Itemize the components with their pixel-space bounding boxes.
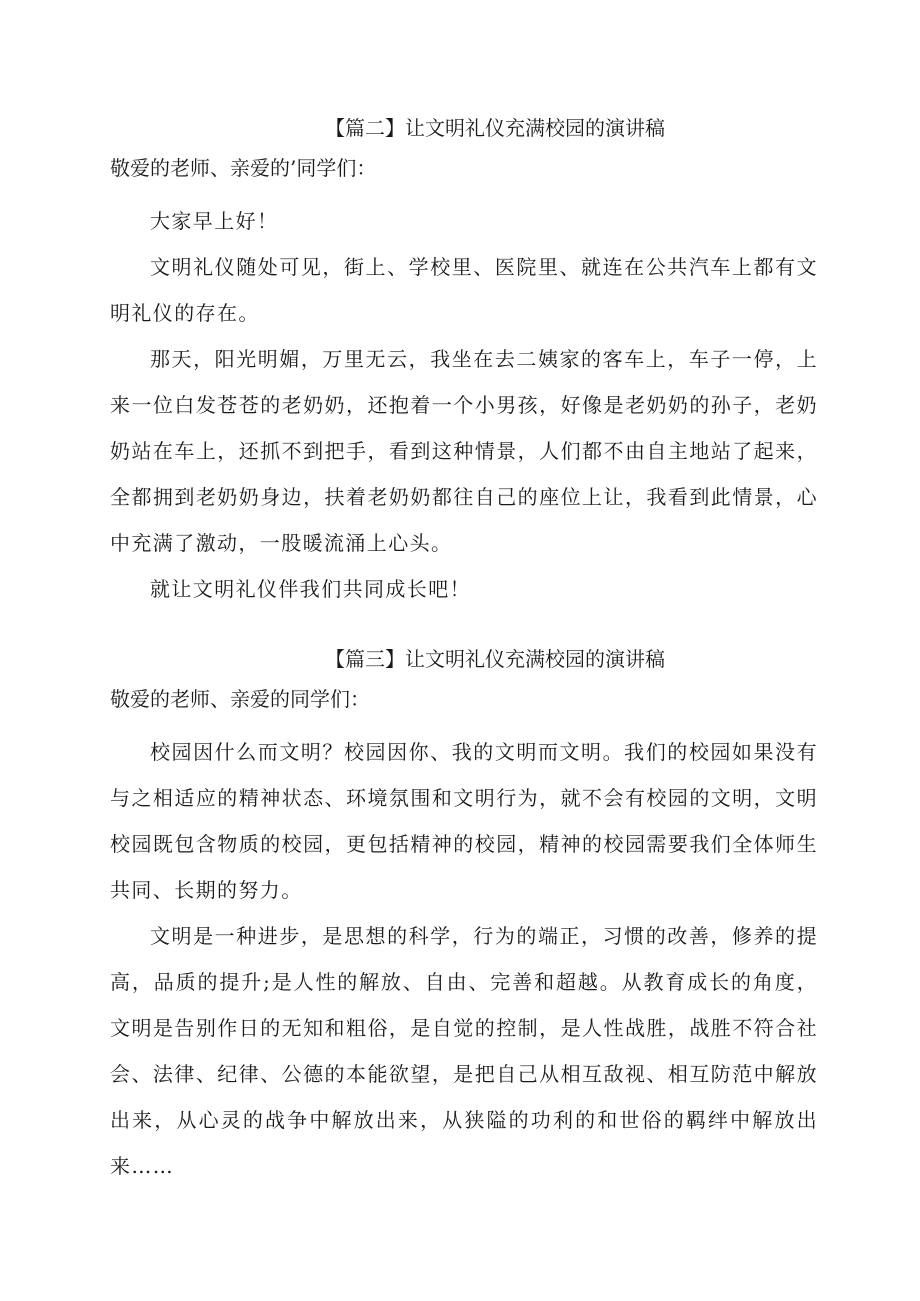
section-2 [110,114,818,612]
section-2-salutation: 敬爱的老师、亲爱的’同学们： [110,156,377,180]
section-3-salutation: 敬爱的老师、亲爱的同学们： [110,687,370,711]
section-2-paragraph-3: 那天，阳光明媚，万里无云，我坐在去二姨家的客车上，车子一停，上来一位白发苍苍的老奶奶，还抱着一个小男孩，好像是老奶奶的孙子，老奶奶站在车上，还抓不到把手，看到这种情景，人们都不由自主地站了起来，全都拥到老奶奶身边，扶着老奶奶都往自己的座位上让，我看到此情景，心中充满了激动，一股暖流涌上心头。 [110,347,818,555]
section-3-paragraph-1: 校园因什么而文明？校园因你、我的文明而文明。我们的校园如果没有与之相适应的精神状态、环境氛围和文明行为，就不会有校园的文明，文明校园既包含物质的校园，更包括精神的校园，精神的校园需要我们全体师生共同、长期的努力。 [110,740,818,902]
section-2-title: 【篇二】让文明礼仪充满校园的演讲稿 [325,116,665,140]
section-3 [110,645,818,1189]
section-3-title: 【篇三】让文明礼仪充满校园的演讲稿 [325,647,665,671]
section-2-paragraph-1: 大家早上好！ [150,209,279,233]
section-3-paragraph-2: 文明是一种进步，是思想的科学，行为的端正，习惯的改善，修养的提高，品质的提升;是人性的解放、自由、完善和超越。从教育成长的角度，文明是告别作日的无知和粗俗，是自觉的控制，是人性战胜，战胜不符合社会、法律、纪律、公德的本能欲望，是把自己从相互敌视、相互防范中解放出来，从心灵的战争中解放出来，从狭隘的功利的和世俗的羁绊中解放出来…… [110,924,818,1178]
section-2-paragraph-2: 文明礼仪随处可见，街上、学校里、医院里、就连在公共汽车上都有文明礼仪的存在。 [110,255,818,325]
section-2-paragraph-4: 就让文明礼仪伴我们共同成长吧！ [150,577,471,601]
